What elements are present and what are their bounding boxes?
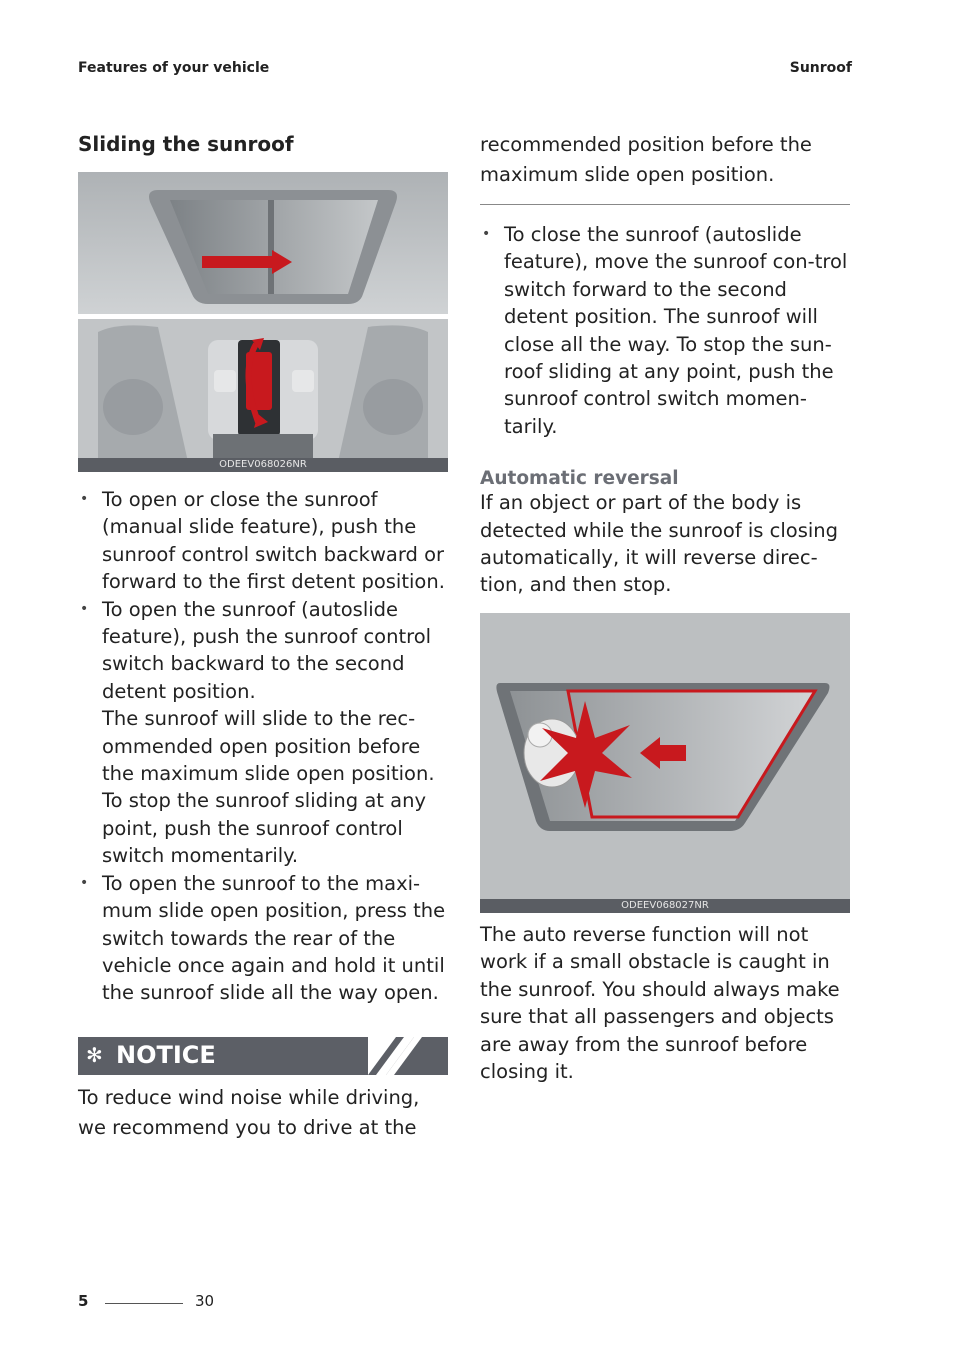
list-item: • To open the sunroof (autoslide feature), push the sunroof control switch backward to the second detent position. The sunroof will slide to the rec-ommended open position before the maximum slide open position. To stop the sunroof sliding at any point, push the sunroof control switch momentarily.	[78, 596, 448, 870]
list-item: • To open the sunroof to the maxi-mum slide open position, press the switch towards the rear of the vehicle once again and hold it until the sunroof slide all the way open.	[78, 870, 448, 1007]
chapter-number: 5	[78, 1292, 89, 1310]
notice-banner	[78, 1037, 448, 1075]
figure-code: ODEEV068027NR	[480, 899, 850, 913]
close-instruction-list	[480, 221, 850, 440]
header-section: Features of your vehicle	[78, 60, 270, 76]
instruction-list	[78, 486, 448, 1007]
paragraph: If an object or part of the body is detected while the sunroof is closing automatically, it will reverse direc-tion, and then stop.	[480, 491, 839, 597]
auto-reverse-illustration	[480, 613, 850, 913]
asterisk-icon: ✻	[86, 1042, 103, 1067]
footer-divider	[105, 1303, 183, 1304]
sunroof-switch-illustration	[78, 172, 448, 472]
paragraph: The auto reverse function will not work if a small obstacle is caught in the sunroof. You should always make sure that all passengers and objects are away from the sunroof before closing it.	[480, 922, 840, 1083]
subsection-title: Automatic reversal	[480, 468, 679, 490]
list-item: • To open or close the sunroof (manual slide feature), push the sunroof control switch backward or forward to the first detent position.	[78, 486, 448, 596]
notice-title: NOTICE	[116, 1040, 216, 1069]
page-number: 30	[195, 1292, 215, 1310]
divider	[480, 204, 850, 205]
section-title: Sliding the sunroof	[78, 132, 294, 156]
sunroof-figure-1	[78, 172, 448, 472]
list-item: • To close the sunroof (autoslide feature), move the sunroof con-trol switch forward to the second detent position. The sunroof will close all the way. To stop the sun-roof sliding at any point, push the sunroof control switch momen-tarily.	[480, 221, 850, 440]
auto-reverse-figure	[480, 613, 850, 913]
stripe-decoration-icon	[368, 1037, 448, 1075]
notice-text-continued: recommended position before the maximum slide open position.	[480, 133, 812, 186]
list-item-continuation: The sunroof will slide to the rec-ommended open position before the maximum slide open position. To stop the sunroof sliding at any point, push the sunroof control switch momentarily.	[102, 707, 435, 868]
right-column	[480, 130, 850, 1085]
notice-text: To reduce wind noise while driving, we recommend you to drive at the	[78, 1085, 420, 1139]
left-column	[78, 130, 448, 1143]
figure-code: ODEEV068026NR	[78, 458, 448, 472]
header-topic: Sunroof	[789, 60, 852, 76]
